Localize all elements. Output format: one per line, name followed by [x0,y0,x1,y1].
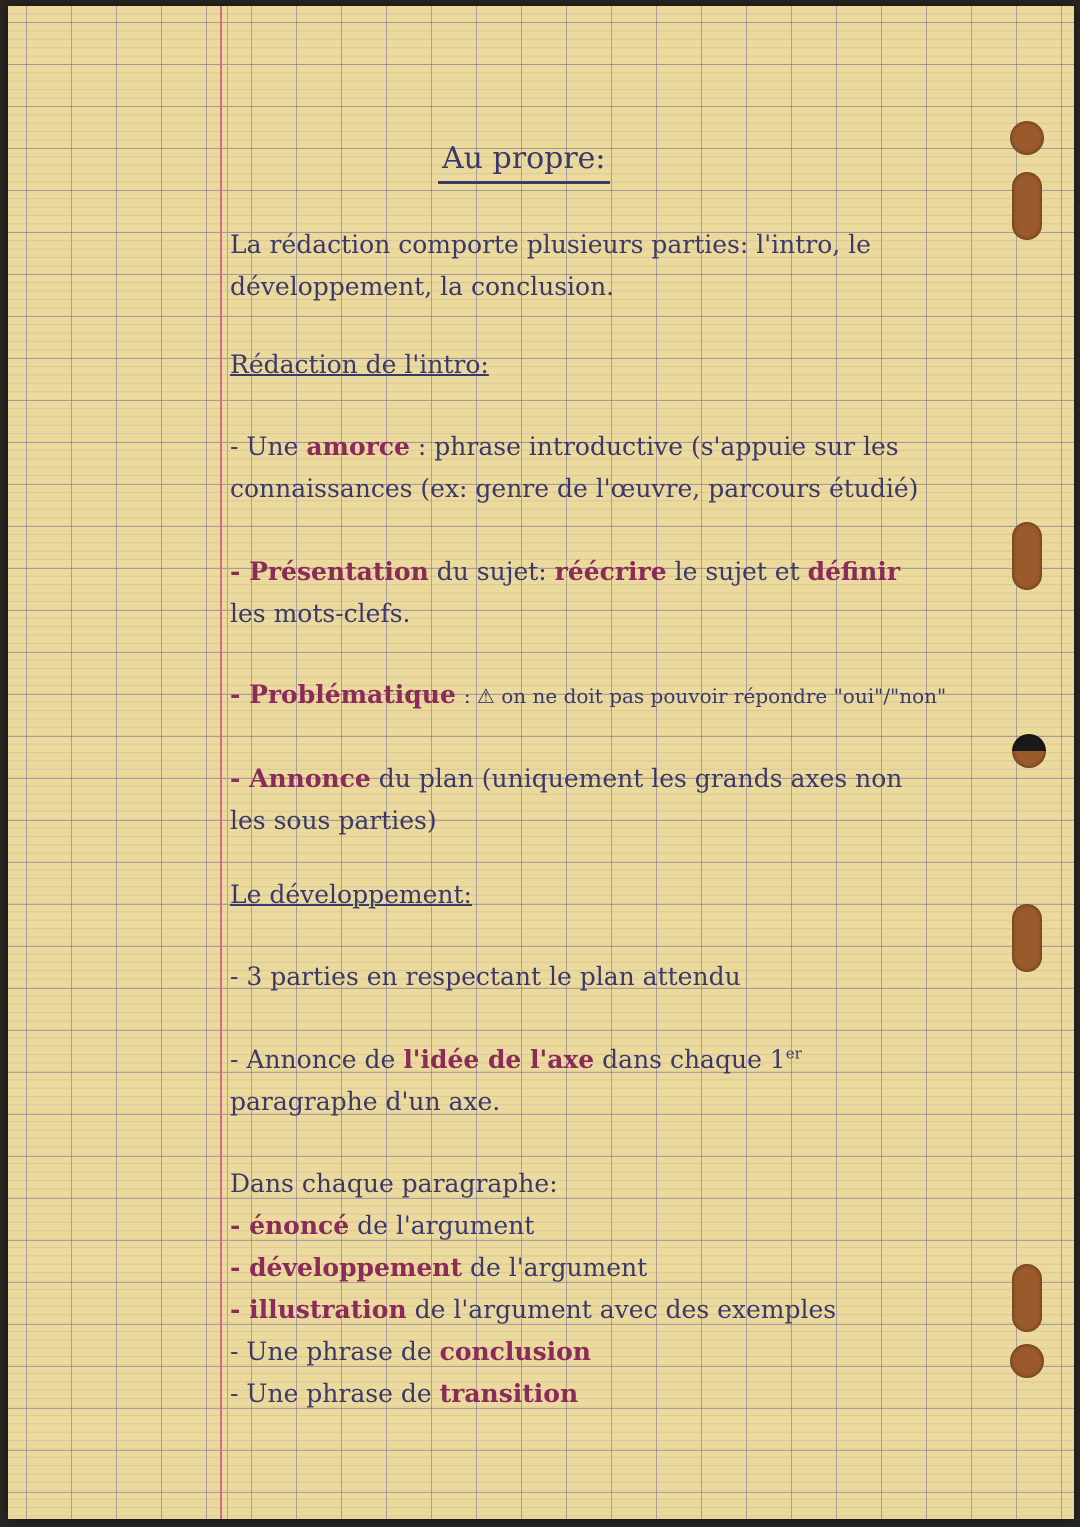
intro-item-annonce [230,758,902,800]
key-term: conclusion [439,1337,591,1366]
intro-item-problematique [230,674,946,717]
intro-item-annonce-line-2: les sous parties) [230,806,437,835]
key-term: réécrire [554,557,667,586]
text-span: le sujet et [674,557,800,586]
key-term: - illustration [230,1295,407,1324]
text-span: de l'argument [357,1211,535,1240]
binder-hole-icon [1012,1264,1042,1332]
paragraph-heading: Dans chaque paragraphe: [230,1169,558,1198]
key-term: - Annonce [230,764,371,793]
text-span: dans chaque 1 [602,1045,786,1074]
intro-item-amorce-line-2: connaissances (ex: genre de l'œuvre, parcours étudié) [230,474,919,503]
text-span: : ⚠ on ne doit pas pouvoir répondre "oui"/"non" [463,684,947,708]
binder-hole-icon [1010,1344,1044,1378]
binder-hole-icon [1012,522,1042,590]
intro-item-amorce [230,426,899,468]
text-span: de l'argument avec des exemples [414,1295,837,1324]
intro-item-presentation [230,551,900,593]
dev-item-annonce-line-2: paragraphe d'un axe. [230,1087,501,1116]
binder-hole-icon [1012,734,1046,768]
paragraph-item-transition [230,1373,578,1415]
key-term: - Problématique [230,680,456,709]
key-term: - Présentation [230,557,429,586]
margin-line-secondary [227,6,228,1519]
key-term: amorce [306,432,410,461]
section-heading-intro: Rédaction de l'intro: [230,350,489,379]
text-span: - Annonce de [230,1045,396,1074]
intro-item-presentation-line-2: les mots-clefs. [230,599,411,628]
paragraph-item-developpement [230,1247,647,1289]
margin-line [220,6,222,1519]
text-span: du sujet: [436,557,547,586]
text-span: de l'argument [469,1253,648,1282]
section-heading-development: Le développement: [230,880,472,909]
paragraph-item-conclusion [230,1331,591,1373]
binder-hole-icon [1012,904,1042,972]
key-term: transition [439,1379,579,1408]
intro-line-1: La rédaction comporte plusieurs parties: l'intro, le [230,230,871,259]
text-span: du plan (uniquement les grands axes non [378,764,903,793]
text-span: - Une phrase de [230,1337,432,1366]
text-span: : phrase introductive (s'appuie sur les [417,432,899,461]
key-term: définir [807,557,901,586]
text-span: - Une phrase de [230,1379,432,1408]
superscript: er [785,1044,802,1063]
key-term: l'idée de l'axe [403,1045,595,1074]
key-term: - développement [230,1253,463,1282]
notebook-page [8,6,1074,1519]
dev-item-annonce [230,1039,802,1081]
binder-hole-icon [1010,121,1044,155]
page-title: Au propre: [438,139,610,184]
intro-line-2: développement, la conclusion. [230,272,615,301]
paragraph-item-illustration [230,1289,836,1331]
binder-hole-icon [1012,172,1042,240]
text-span: - Une [230,432,299,461]
dev-item-parties: - 3 parties en respectant le plan attendu [230,962,741,991]
key-term: - énoncé [230,1211,350,1240]
paragraph-item-enonce [230,1205,534,1247]
